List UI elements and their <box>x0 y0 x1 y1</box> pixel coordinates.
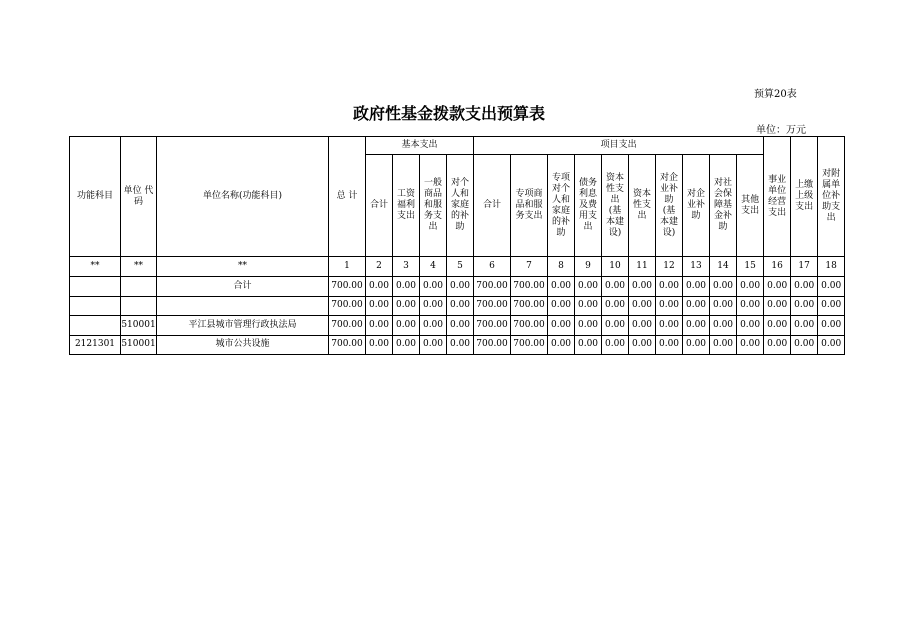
cell-value: 0.00 <box>366 316 393 336</box>
table-row <box>70 335 845 355</box>
cell-value: 0.00 <box>548 316 575 336</box>
index-num: 5 <box>447 257 474 277</box>
cell-value: 0.00 <box>764 296 791 316</box>
cell-unit-name: 合计 <box>157 277 329 297</box>
cell-value: 0.00 <box>683 277 710 297</box>
header-row-1 <box>70 137 845 155</box>
cell-value: 0.00 <box>656 316 683 336</box>
cell-value: 0.00 <box>548 335 575 355</box>
cell-value: 0.00 <box>818 277 845 297</box>
cell-value: 0.00 <box>656 335 683 355</box>
header-project-col: 对企 业补 助 (基 本建 设) <box>656 155 683 257</box>
cell-value: 0.00 <box>629 277 656 297</box>
cell-value: 0.00 <box>683 316 710 336</box>
cell-value: 0.00 <box>602 335 629 355</box>
cell-value: 700.00 <box>511 296 548 316</box>
header-project-expenditure: 项目支出 <box>474 137 764 155</box>
header-unit-name: 单位名称(功能科目) <box>157 137 329 257</box>
cell-value: 0.00 <box>656 296 683 316</box>
cell-value: 0.00 <box>764 277 791 297</box>
index-num: 7 <box>511 257 548 277</box>
cell-unit-code: 510001 <box>121 335 157 355</box>
index-num: 16 <box>764 257 791 277</box>
header-basic-expenditure: 基本支出 <box>366 137 474 155</box>
cell-value: 700.00 <box>474 335 511 355</box>
cell-value: 0.00 <box>629 335 656 355</box>
page-title: 政府性基金拨款支出预算表 <box>352 104 545 123</box>
cell-unit-code: 510001 <box>121 316 157 336</box>
header-project-col: 对社 会保 障基 金补 助 <box>710 155 737 257</box>
index-num: 15 <box>737 257 764 277</box>
index-num: 8 <box>548 257 575 277</box>
index-row <box>70 257 845 277</box>
index-mark: ** <box>70 257 121 277</box>
cell-func-code: 2121301 <box>70 335 121 355</box>
index-num: 4 <box>420 257 447 277</box>
cell-value: 0.00 <box>366 277 393 297</box>
header-func-code: 功能科目 <box>70 137 121 257</box>
header-project-col: 债务 利息 及费 用支 出 <box>575 155 602 257</box>
cell-value: 0.00 <box>602 316 629 336</box>
cell-value: 0.00 <box>683 335 710 355</box>
cell-value: 0.00 <box>366 335 393 355</box>
header-basic-col: 对个 人和 家庭 的补 助 <box>447 155 474 257</box>
header-project-col: 资本 性支 出 (基 本建 设) <box>602 155 629 257</box>
index-num: 14 <box>710 257 737 277</box>
cell-value: 0.00 <box>393 335 420 355</box>
cell-value: 0.00 <box>818 335 845 355</box>
header-tail-col: 对附 属单 位补 助支 出 <box>818 137 845 257</box>
cell-value: 700.00 <box>511 316 548 336</box>
table-row <box>70 277 845 297</box>
index-num: 2 <box>366 257 393 277</box>
form-number: 预算20表 <box>754 89 797 100</box>
cell-value: 0.00 <box>575 296 602 316</box>
cell-value: 0.00 <box>791 335 818 355</box>
cell-value: 0.00 <box>548 277 575 297</box>
cell-value: 0.00 <box>420 277 447 297</box>
index-num: 6 <box>474 257 511 277</box>
cell-value: 0.00 <box>710 316 737 336</box>
cell-value: 0.00 <box>602 277 629 297</box>
header-total: 总 计 <box>329 137 366 257</box>
cell-value: 700.00 <box>329 335 366 355</box>
header-basic-col: 一般 商品 和服 务支 出 <box>420 155 447 257</box>
header-unit-code: 单位 代码 <box>121 137 157 257</box>
header-basic-col: 工资 福利 支出 <box>393 155 420 257</box>
cell-value: 0.00 <box>710 296 737 316</box>
cell-value: 0.00 <box>737 296 764 316</box>
header-tail-col: 上缴 上级 支出 <box>791 137 818 257</box>
index-num: 12 <box>656 257 683 277</box>
cell-value: 700.00 <box>329 277 366 297</box>
cell-value: 700.00 <box>329 316 366 336</box>
cell-value: 0.00 <box>683 296 710 316</box>
cell-value: 0.00 <box>447 335 474 355</box>
header-project-col: 其他 支出 <box>737 155 764 257</box>
cell-value: 0.00 <box>393 296 420 316</box>
cell-value: 0.00 <box>791 277 818 297</box>
header-project-col: 专项商 品和服 务支出 <box>511 155 548 257</box>
cell-value: 0.00 <box>791 316 818 336</box>
cell-value: 0.00 <box>366 296 393 316</box>
cell-func-code <box>70 277 121 297</box>
index-num: 18 <box>818 257 845 277</box>
cell-value: 0.00 <box>629 316 656 336</box>
cell-value: 0.00 <box>818 296 845 316</box>
cell-value: 0.00 <box>575 335 602 355</box>
cell-func-code <box>70 296 121 316</box>
header-project-col: 合计 <box>474 155 511 257</box>
cell-func-code <box>70 316 121 336</box>
cell-value: 700.00 <box>474 316 511 336</box>
cell-value: 0.00 <box>818 316 845 336</box>
cell-unit-name <box>157 296 329 316</box>
cell-value: 0.00 <box>737 335 764 355</box>
cell-value: 0.00 <box>629 296 656 316</box>
header-project-col: 专项 对个 人和 家庭 的补 助 <box>548 155 575 257</box>
cell-value: 0.00 <box>764 316 791 336</box>
cell-value: 0.00 <box>710 277 737 297</box>
cell-value: 700.00 <box>474 296 511 316</box>
cell-unit-name: 城市公共设施 <box>157 335 329 355</box>
index-mark: ** <box>157 257 329 277</box>
cell-value: 0.00 <box>764 335 791 355</box>
budget-table <box>69 136 845 355</box>
index-num: 3 <box>393 257 420 277</box>
cell-value: 700.00 <box>511 277 548 297</box>
index-num: 17 <box>791 257 818 277</box>
cell-unit-code <box>121 296 157 316</box>
cell-value: 0.00 <box>575 316 602 336</box>
cell-value: 0.00 <box>575 277 602 297</box>
cell-value: 0.00 <box>420 316 447 336</box>
cell-value: 0.00 <box>548 296 575 316</box>
header-project-col: 对企 业补 助 <box>683 155 710 257</box>
header-tail-col: 事业 单位 经营 支出 <box>764 137 791 257</box>
index-num: 13 <box>683 257 710 277</box>
unit-label: 单位：万元 <box>756 125 806 136</box>
cell-value: 0.00 <box>602 296 629 316</box>
cell-value: 700.00 <box>511 335 548 355</box>
header-basic-col: 合计 <box>366 155 393 257</box>
cell-value: 0.00 <box>393 277 420 297</box>
table-row <box>70 296 845 316</box>
cell-value: 0.00 <box>737 277 764 297</box>
cell-unit-name: 平江县城市管理行政执法局 <box>157 316 329 336</box>
cell-value: 0.00 <box>420 296 447 316</box>
index-num: 11 <box>629 257 656 277</box>
cell-value: 0.00 <box>656 277 683 297</box>
cell-value: 0.00 <box>447 296 474 316</box>
cell-value: 0.00 <box>710 335 737 355</box>
cell-value: 0.00 <box>447 316 474 336</box>
index-mark: ** <box>121 257 157 277</box>
header-project-col: 资本 性支 出 <box>629 155 656 257</box>
index-num: 1 <box>329 257 366 277</box>
cell-value: 0.00 <box>420 335 447 355</box>
cell-value: 0.00 <box>791 296 818 316</box>
cell-value: 0.00 <box>737 316 764 336</box>
index-num: 10 <box>602 257 629 277</box>
cell-value: 700.00 <box>329 296 366 316</box>
index-num: 9 <box>575 257 602 277</box>
table-row <box>70 316 845 336</box>
cell-value: 0.00 <box>447 277 474 297</box>
cell-value: 700.00 <box>474 277 511 297</box>
cell-value: 0.00 <box>393 316 420 336</box>
cell-unit-code <box>121 277 157 297</box>
